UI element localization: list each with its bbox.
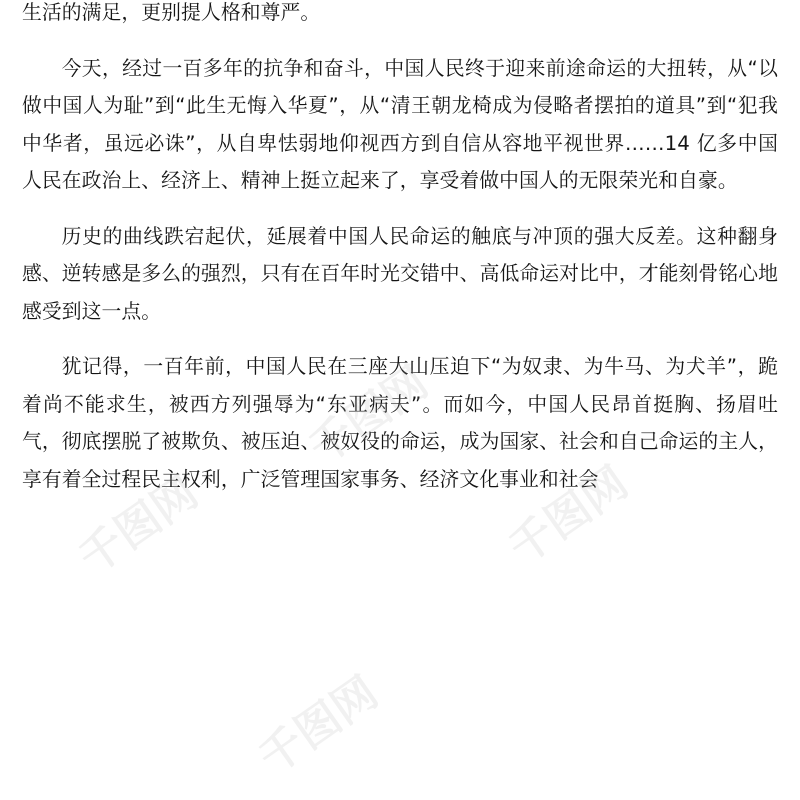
watermark-2: 千图网 bbox=[69, 466, 208, 585]
paragraph-4: 犹记得，一百年前，中国人民在三座大山压迫下“为奴隶、为牛马、为犬羊”，跪着尚不能求生，被西方列强辱为“东亚病夫”。而如今，中国人民昂首挺胸、扬眉吐气，彻底摆脱了被欺负、被压迫、被奴役的命运，成为国家、社会和自己命运的主人，享有着全过程民主权利，广泛管理国家事务、经济文化事业和社会 bbox=[22, 355, 778, 491]
watermark-1: 千图网 bbox=[299, 356, 438, 475]
watermark-3: 千图网 bbox=[499, 456, 638, 575]
paragraph-3: 历史的曲线跌宕起伏，延展着中国人民命运的触底与冲顶的强大反差。这种翻身感、逆转感是多么的强烈，只有在百年时光交错中、高低命运对比中，才能刻骨铭心地感受到这一点。 bbox=[22, 224, 778, 323]
watermark-4: 千图网 bbox=[249, 666, 388, 785]
article-body bbox=[22, 0, 778, 498]
paragraph-2: 今天，经过一百多年的抗争和奋斗，中国人民终于迎来前途命运的大扭转，从“以做中国人为耻”到“此生无悔入华夏”，从“清王朝龙椅成为侵略者摆拍的道具”到“犯我中华者，虽远必诛”，从自卑怯弱地仰视西方到自信从容地平视世界……14 亿多中国人民在政治上、经济上、精神上挺立起来了，享受着做中国人的无限荣光和自豪。 bbox=[22, 56, 778, 192]
paragraph-1: 生活的满足，更别提人格和尊严。 bbox=[22, 1, 321, 24]
